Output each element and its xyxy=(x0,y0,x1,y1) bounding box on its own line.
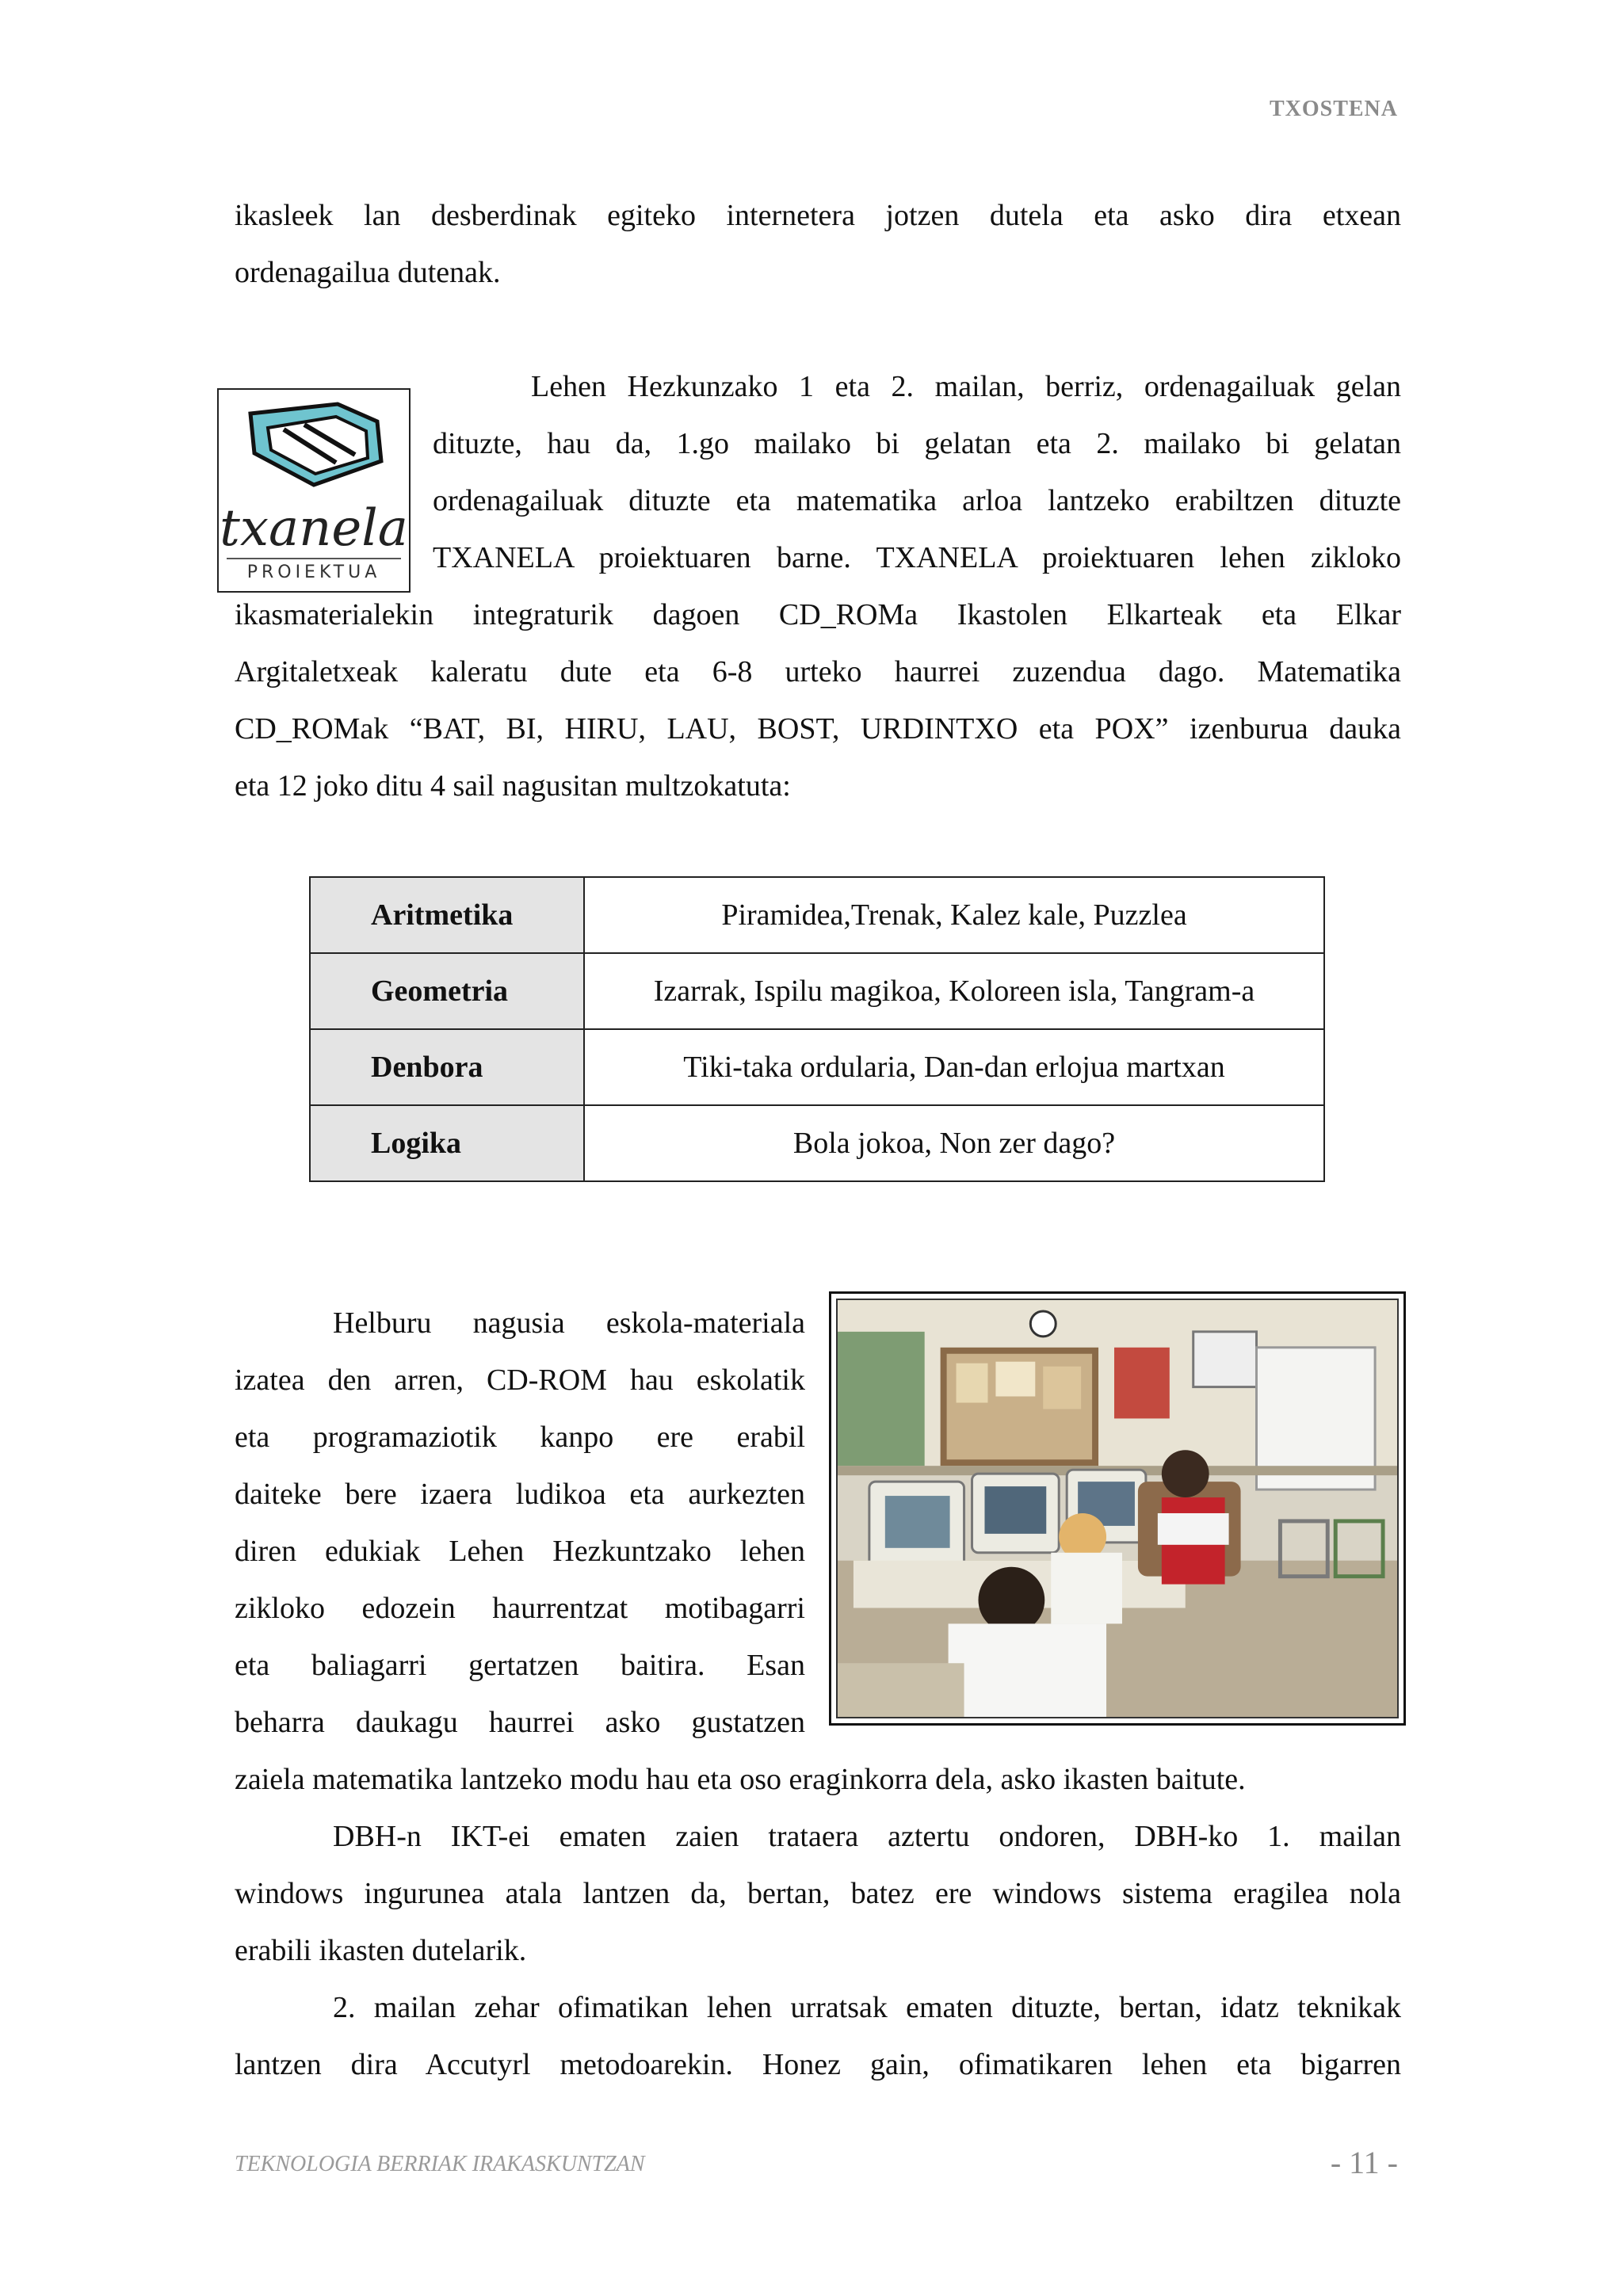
game-categories-table xyxy=(309,876,1325,1182)
paragraph-line: zikloko edozein haurrentzat motibagarri xyxy=(235,1592,805,1625)
paragraph-line: daiteke bere izaera ludikoa eta aurkezten xyxy=(235,1478,805,1511)
paragraph-line: zaiela matematika lantzeko modu hau eta oso eraginkorra dela, asko ikasten baitute. xyxy=(235,1763,1246,1796)
paragraph-line: beharra daukagu haurrei asko gustatzen xyxy=(235,1706,805,1739)
paragraph-line: eta programaziotik kanpo ere erabil xyxy=(235,1421,805,1454)
paragraph-line: ordenagailuak dituzte eta matematika arloa lantzeko erabiltzen dituzte xyxy=(433,484,1401,517)
paragraph-line: dituzte, hau da, 1.go mailako bi gelatan eta 2. mailako bi gelatan xyxy=(433,427,1401,460)
running-footer-title: TEKNOLOGIA BERRIAK IRAKASKUNTZAN xyxy=(235,2152,645,2176)
classroom-photo xyxy=(829,1291,1406,1726)
paragraph-line: lantzen dira Accutyrl metodoarekin. Honez gain, ofimatikaren lehen eta bigarren xyxy=(235,2048,1401,2081)
games-cell: Piramidea,Trenak, Kalez kale, Puzzlea xyxy=(584,877,1324,953)
category-cell: Denbora xyxy=(310,1029,584,1105)
paragraph-line: ikasmaterialekin integraturik dagoen CD_ROMa Ikastolen Elkarteak eta Elkar xyxy=(235,598,1401,631)
table-row xyxy=(310,1105,1324,1181)
paragraph-line: diren edukiak Lehen Hezkuntzako lehen xyxy=(235,1535,805,1568)
paragraph-line: 2. mailan zehar ofimatikan lehen urratsak ematen dituzte, bertan, idatz teknikak xyxy=(333,1991,1401,2024)
paragraph-line: ordenagailua dutenak. xyxy=(235,256,501,289)
paragraph-line: Lehen Hezkunzako 1 eta 2. mailan, berriz, ordenagailuak gelan xyxy=(531,370,1401,403)
category-cell: Aritmetika xyxy=(310,877,584,953)
page-number: - 11 - xyxy=(1330,2145,1398,2180)
paragraph-line: Argitaletxeak kaleratu dute eta 6-8 urteko haurrei zuzendua dago. Matematika xyxy=(235,655,1401,688)
logo-subtitle: PROIEKTUA xyxy=(227,558,401,582)
paragraph-line: DBH-n IKT-ei ematen zaien trataera aztertu ondoren, DBH-ko 1. mailan xyxy=(333,1820,1401,1853)
games-cell: Izarrak, Ispilu magikoa, Koloreen isla, Tangram-a xyxy=(584,953,1324,1029)
table-row xyxy=(310,953,1324,1029)
paragraph-line: ikasleek lan desberdinak egiteko internetera jotzen dutela eta asko dira etxean xyxy=(235,199,1401,232)
paragraph-line: izatea den arren, CD-ROM hau eskolatik xyxy=(235,1363,805,1397)
paragraph-line: eta baliagarri gertatzen baitira. Esan xyxy=(235,1649,805,1682)
running-header: TXOSTENA xyxy=(1269,97,1398,121)
paragraph-line: Helburu nagusia eskola-materiala xyxy=(333,1306,805,1340)
logo-wordmark: txanela xyxy=(220,499,408,558)
paragraph-line: erabili ikasten dutelarik. xyxy=(235,1934,527,1967)
paragraph-line: windows ingurunea atala lantzen da, bertan, batez ere windows sistema eragilea nola xyxy=(235,1877,1401,1910)
classroom-computers-image xyxy=(838,1300,1397,1717)
txanela-logo xyxy=(217,388,411,593)
category-cell: Logika xyxy=(310,1105,584,1181)
paragraph-line: eta 12 joko ditu 4 sail nagusitan multzokatuta: xyxy=(235,769,791,803)
table-row xyxy=(310,877,1324,953)
table-row xyxy=(310,1029,1324,1105)
games-cell: Bola jokoa, Non zer dago? xyxy=(584,1105,1324,1181)
category-cell: Geometria xyxy=(310,953,584,1029)
games-cell: Tiki-taka ordularia, Dan-dan erlojua martxan xyxy=(584,1029,1324,1105)
paragraph-line: TXANELA proiektuaren barne. TXANELA proiektuaren lehen zikloko xyxy=(433,541,1401,574)
paragraph-line: CD_ROMak “BAT, BI, HIRU, LAU, BOST, URDINTXO eta POX” izenburua dauka xyxy=(235,712,1401,746)
